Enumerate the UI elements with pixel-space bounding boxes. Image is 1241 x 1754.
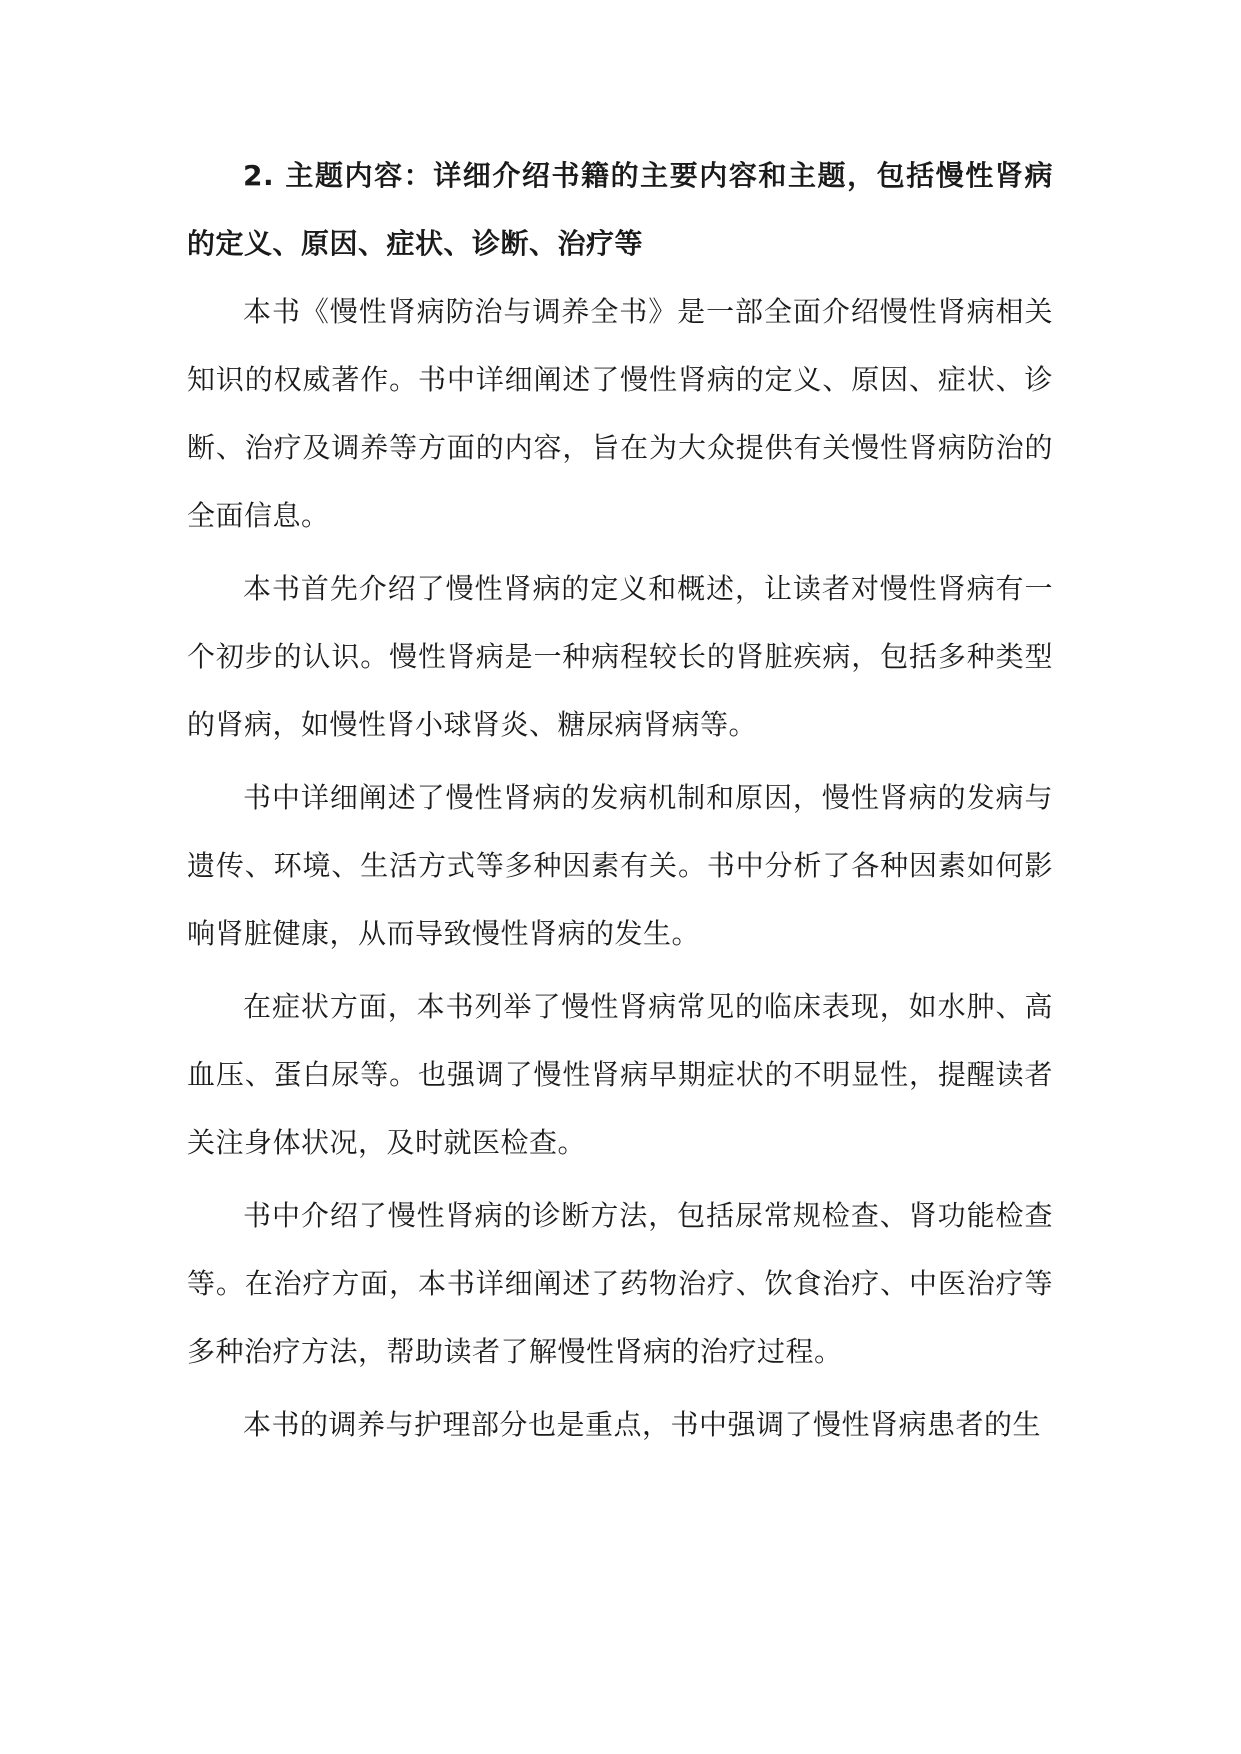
document-body	[187, 142, 1053, 1464]
paragraph-causes: 书中详细阐述了慢性肾病的发病机制和原因，慢性肾病的发病与遗传、环境、生活方式等多种因素有关。书中分析了各种因素如何影响肾脏健康，从而导致慢性肾病的发生。	[187, 781, 1053, 950]
paragraph-care: 本书的调养与护理部分也是重点，书中强调了慢性肾病患者的生	[243, 1408, 1042, 1441]
paragraph-symptoms: 在症状方面，本书列举了慢性肾病常见的临床表现，如水肿、高血压、蛋白尿等。也强调了慢性肾病早期症状的不明显性，提醒读者关注身体状况，及时就医检查。	[187, 990, 1053, 1159]
paragraph-intro: 本书《慢性肾病防治与调养全书》是一部全面介绍慢性肾病相关知识的权威著作。书中详细阐述了慢性肾病的定义、原因、症状、诊断、治疗及调养等方面的内容，旨在为大众提供有关慢性肾病防治的全面信息。	[187, 295, 1053, 532]
paragraph-diagnosis-treatment: 书中介绍了慢性肾病的诊断方法，包括尿常规检查、肾功能检查等。在治疗方面，本书详细阐述了药物治疗、饮食治疗、中医治疗等多种治疗方法，帮助读者了解慢性肾病的治疗过程。	[187, 1199, 1053, 1368]
section-heading: 2. 主题内容：详细介绍书籍的主要内容和主题，包括慢性肾病的定义、原因、症状、诊断、治疗等	[187, 159, 1053, 260]
paragraph-definition: 本书首先介绍了慢性肾病的定义和概述，让读者对慢性肾病有一个初步的认识。慢性肾病是一种病程较长的肾脏疾病，包括多种类型的肾病，如慢性肾小球肾炎、糖尿病肾病等。	[187, 572, 1053, 741]
